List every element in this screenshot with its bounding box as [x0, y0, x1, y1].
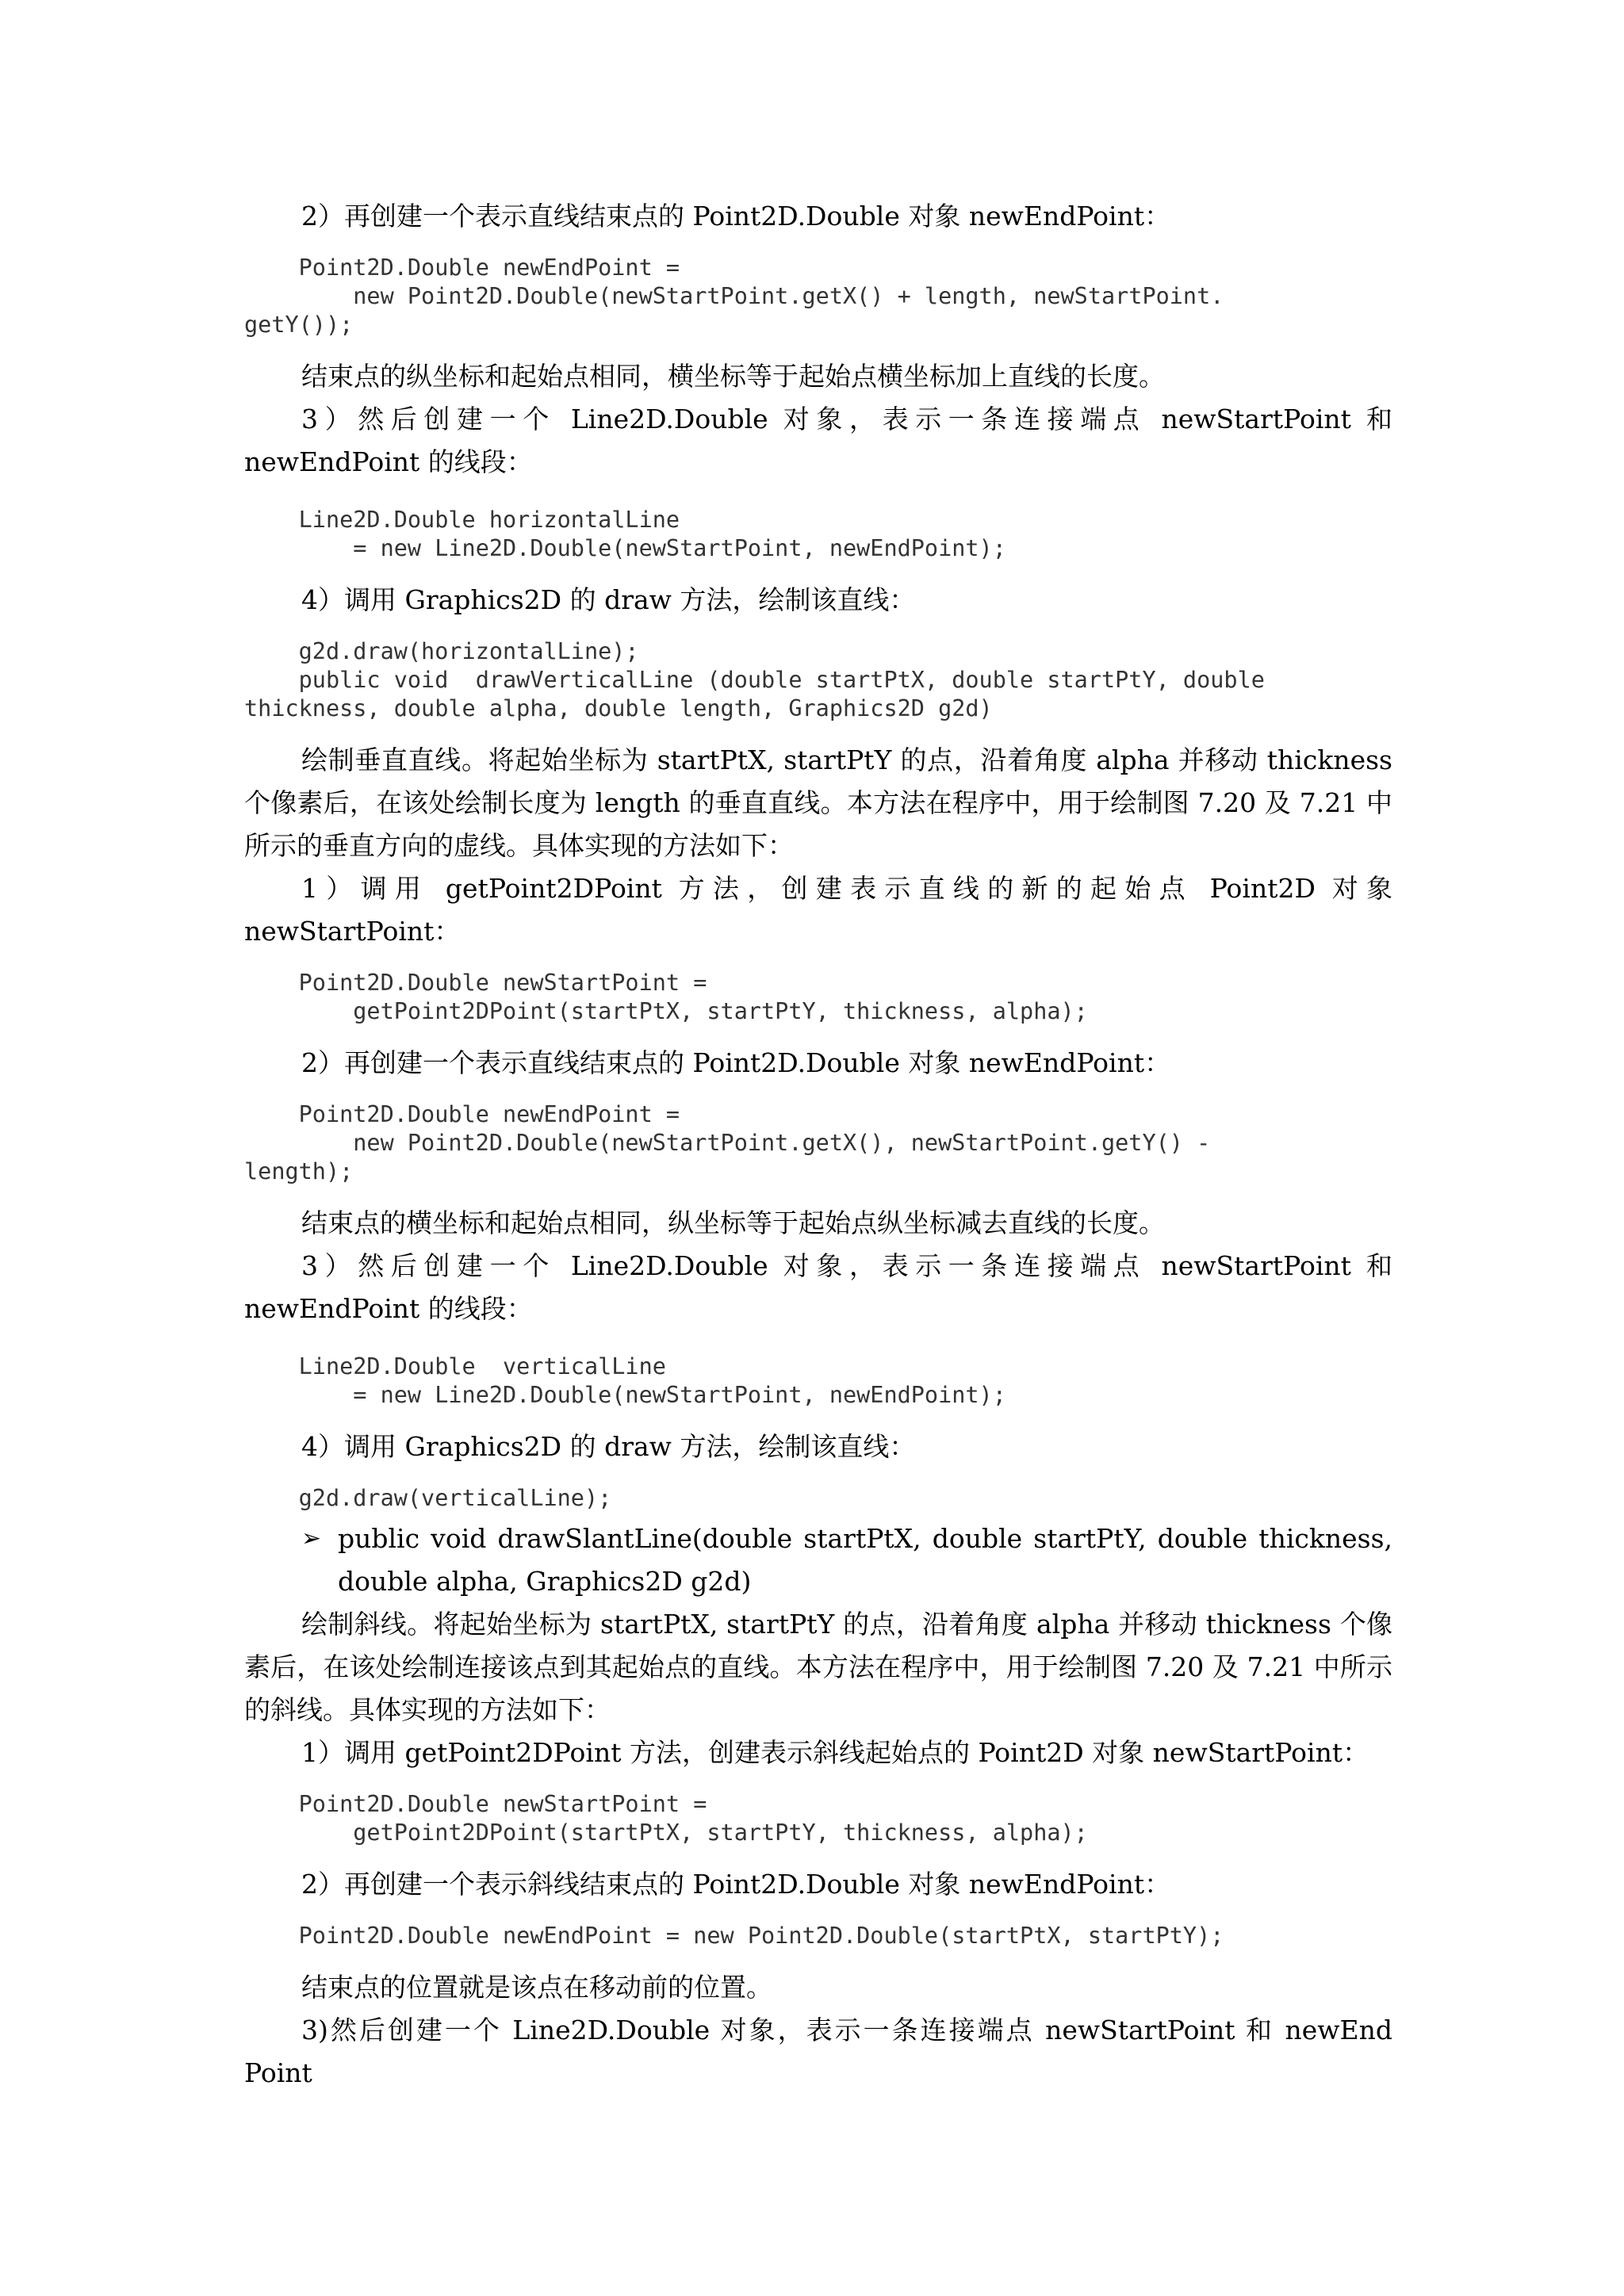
- paragraph: 2）再创建一个表示斜线结束点的 Point2D.Double 对象 newEndPoint：: [301, 1869, 1171, 1900]
- paragraph: 1）调用 getPoint2DPoint 方法，创建表示斜线起始点的 Point2D 对象 newStartPoint：: [301, 1737, 1369, 1768]
- document-body: [244, 195, 1392, 2095]
- paragraph: 绘制垂直直线。将起始坐标为 startPtX, startPtY 的点，沿着角度 alpha 并移动 thickness 个像素后，在该处绘制长度为 length 的垂直直线。本方法在程序中，用于绘制图 7.20 及 7.21 中所示的垂直方向的虚线。具体实现的方法如下：: [244, 744, 1392, 861]
- arrow-bullet-icon: ➢: [301, 1525, 322, 1552]
- paragraph: 1）调用 getPoint2DPoint 方法，创建表示直线的新的起始点 Point2D 对象 newStartPoint：: [244, 873, 1392, 947]
- method-signature: public void drawSlantLine(double startPtX, double startPtY, double thickness, double alpha, Graphics2D g2d): [338, 1523, 1392, 1597]
- paragraph: 结束点的横坐标和起始点相同，纵坐标等于起始点纵坐标减去直线的长度。: [301, 1207, 1165, 1238]
- bullet-item: [244, 1517, 1392, 1603]
- code-block: Point2D.Double newEndPoint = new Point2D.Double(newStartPoint.getX() + length, newStartPoint. getY());: [244, 254, 1224, 338]
- code-block: Line2D.Double verticalLine = new Line2D.Double(newStartPoint, newEndPoint);: [298, 1353, 1006, 1408]
- code-block: Point2D.Double newEndPoint = new Point2D.Double(startPtX, startPtY);: [244, 1923, 1224, 1949]
- paragraph: 2）再创建一个表示直线结束点的 Point2D.Double 对象 newEndPoint：: [301, 201, 1171, 232]
- paragraph: 3）然后创建一个 Line2D.Double 对象，表示一条连接端点 newStartPoint 和 newEndPoint 的线段：: [244, 404, 1392, 477]
- code-block: g2d.draw(horizontalLine); public void drawVerticalLine (double startPtX, double startPtY, double thickness, double alpha, double length, Graphics2D g2d): [244, 638, 1265, 721]
- paragraph: 3)然后创建一个 Line2D.Double 对象，表示一条连接端点 newStartPoint 和 newEnd Point: [244, 2015, 1392, 2088]
- code-block: g2d.draw(verticalLine);: [244, 1485, 612, 1511]
- code-block: Line2D.Double horizontalLine = new Line2D.Double(newStartPoint, newEndPoint);: [298, 507, 1006, 561]
- code-block: Point2D.Double newEndPoint = new Point2D.Double(newStartPoint.getX(), newStartPoint.getY() - length);: [244, 1101, 1211, 1184]
- paragraph: 2）再创建一个表示直线结束点的 Point2D.Double 对象 newEndPoint：: [301, 1047, 1171, 1078]
- paragraph: 结束点的纵坐标和起始点相同，横坐标等于起始点横坐标加上直线的长度。: [301, 361, 1165, 392]
- paragraph: 结束点的位置就是该点在移动前的位置。: [301, 1972, 772, 2003]
- paragraph: 3）然后创建一个 Line2D.Double 对象，表示一条连接端点 newStartPoint 和 newEndPoint 的线段：: [244, 1250, 1392, 1324]
- code-block: Point2D.Double newStartPoint = getPoint2DPoint(startPtX, startPtY, thickness, alpha);: [298, 1791, 1088, 1846]
- paragraph: 4）调用 Graphics2D 的 draw 方法，绘制该直线：: [301, 1431, 916, 1462]
- paragraph: 4）调用 Graphics2D 的 draw 方法，绘制该直线：: [301, 584, 916, 615]
- code-block: Point2D.Double newStartPoint = getPoint2DPoint(startPtX, startPtY, thickness, alpha);: [298, 970, 1088, 1024]
- paragraph: 绘制斜线。将起始坐标为 startPtX, startPtY 的点，沿着角度 alpha 并移动 thickness 个像素后，在该处绘制连接该点到其起始点的直线。本方法在程序中，用于绘制图 7.20 及 7.21 中所示的斜线。具体实现的方法如下：: [244, 1609, 1392, 1725]
